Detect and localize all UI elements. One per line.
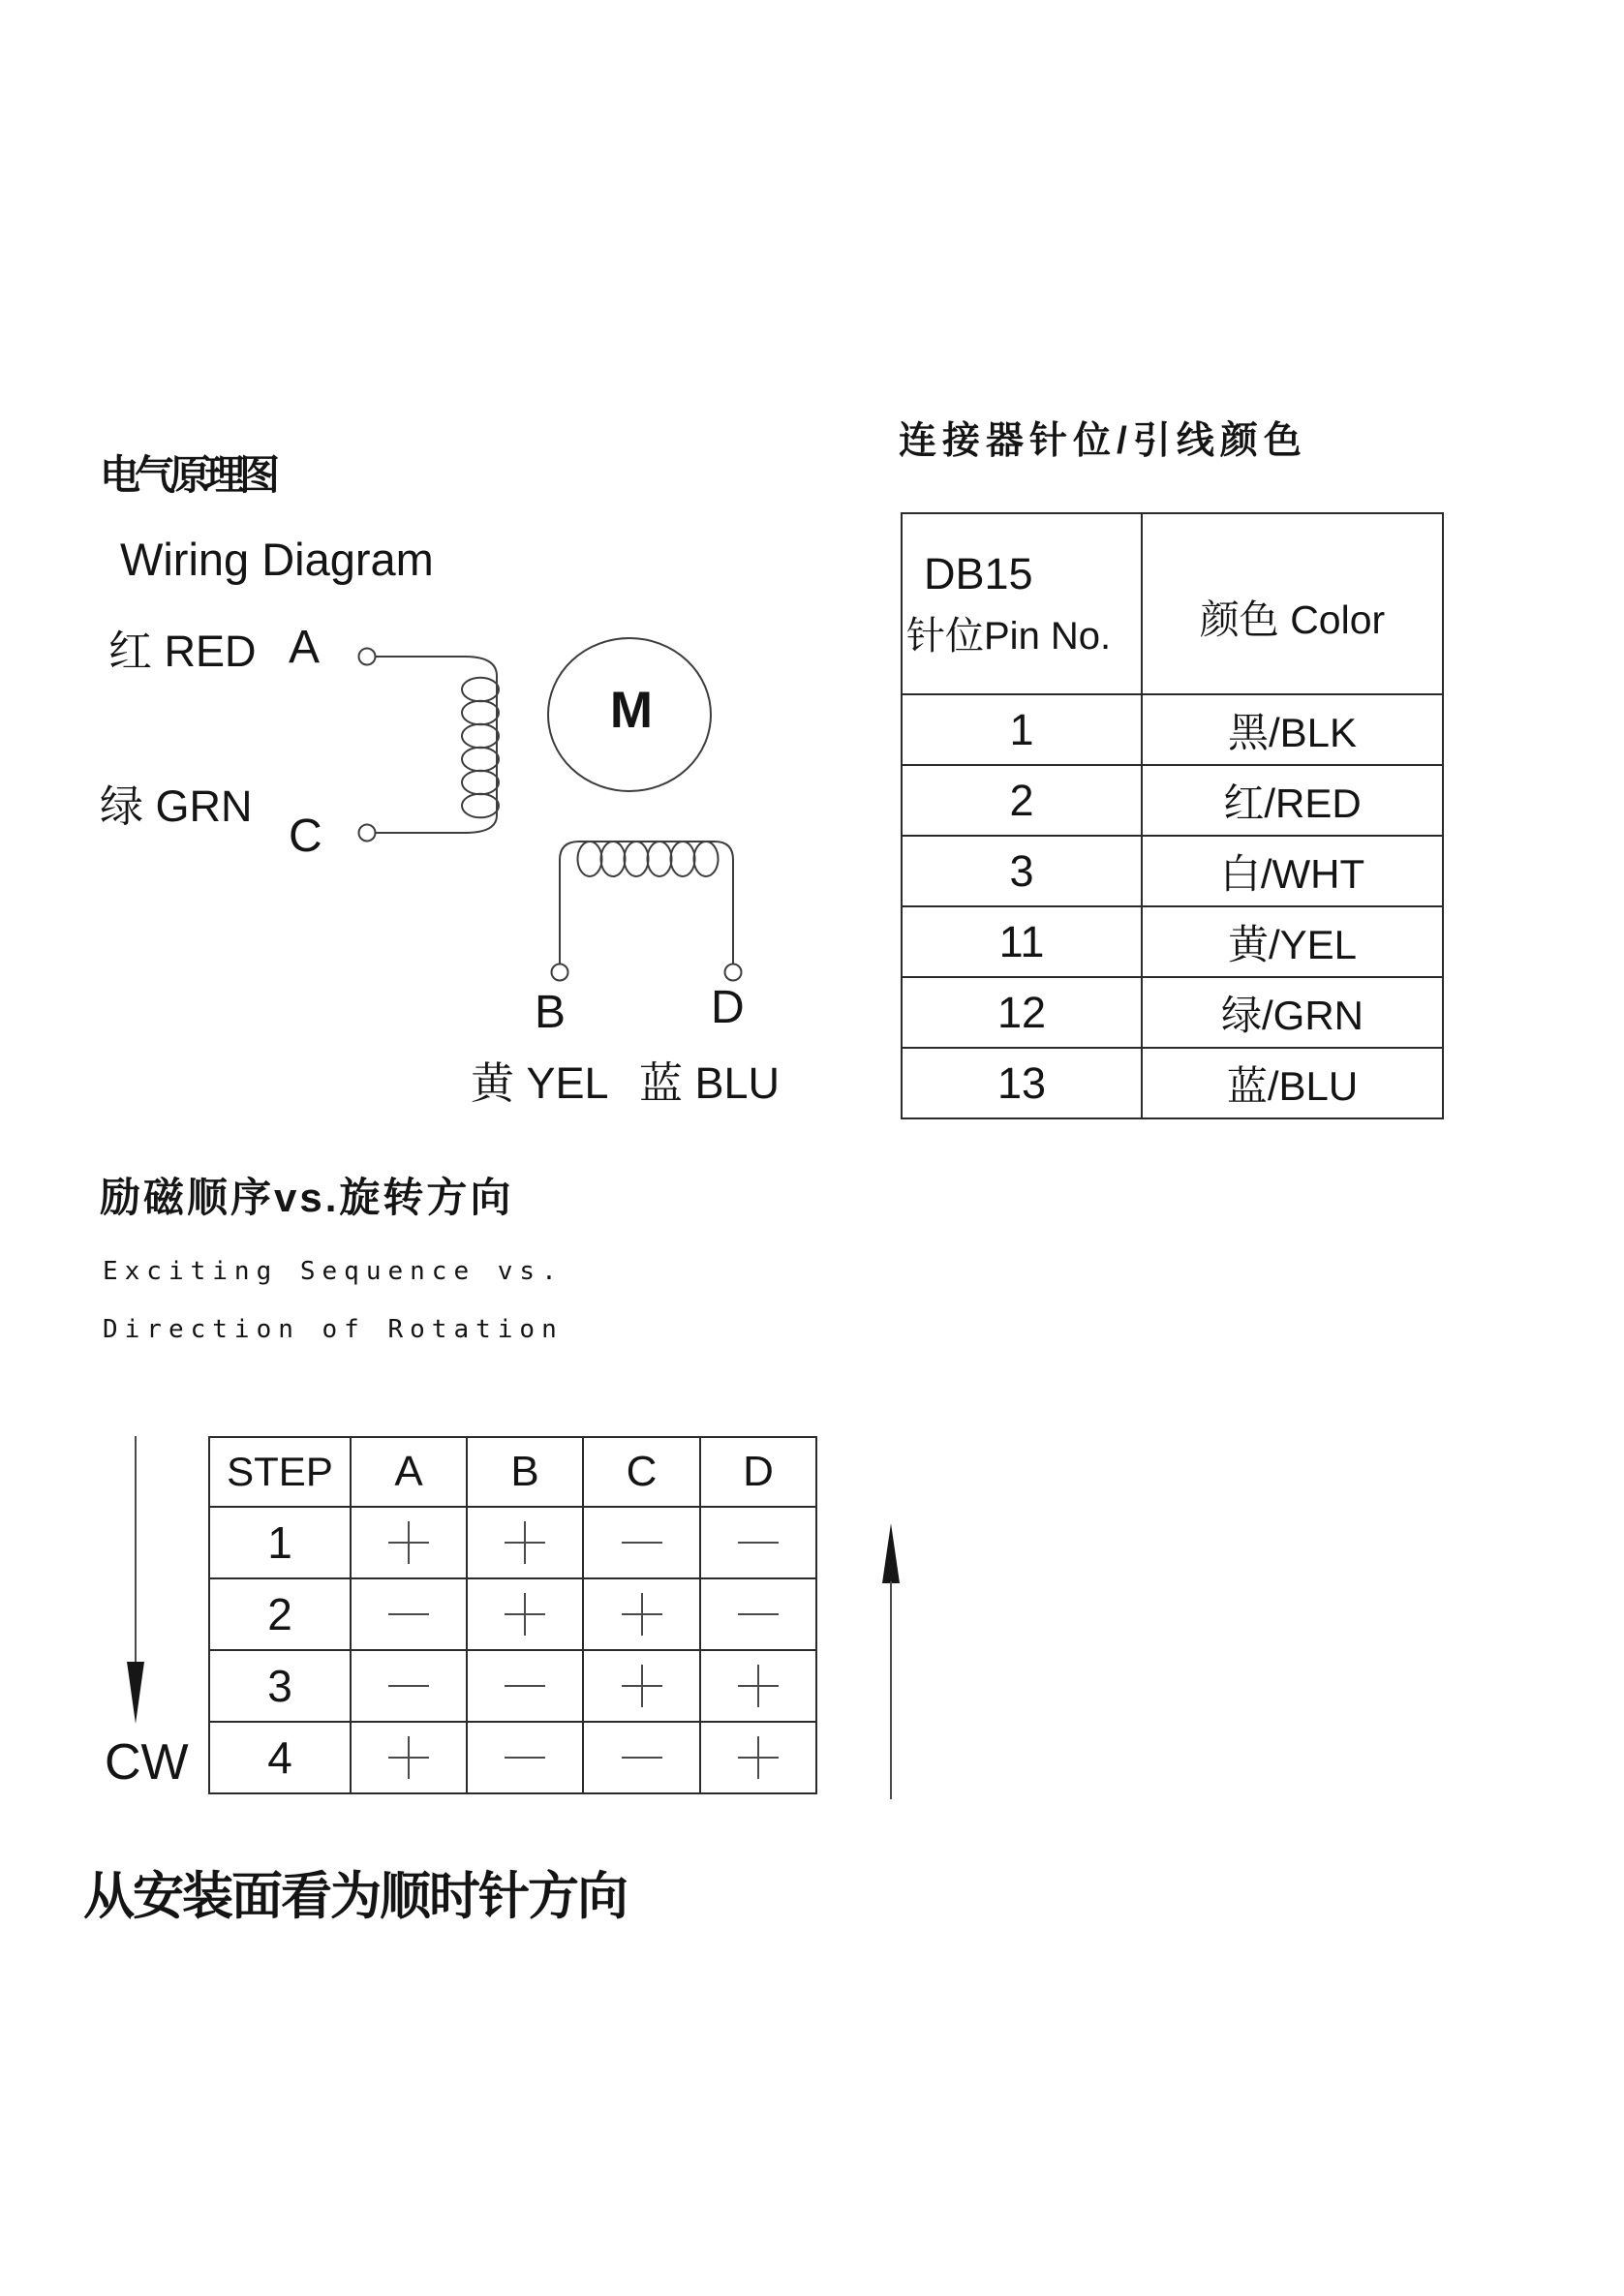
up-arrow-line [890, 1581, 892, 1799]
pin-number: 1 [902, 694, 1142, 765]
terminal-c-circle [359, 825, 376, 842]
pin-table-header-row [902, 513, 1443, 694]
pin-table-row [902, 836, 1443, 906]
pin-color: 红/RED [1142, 765, 1443, 836]
coil-ac-loop [462, 748, 499, 772]
coil-bd-loop [578, 842, 602, 876]
pin-color: 黄/YEL [1142, 906, 1443, 977]
phase-a-color-label: 红 RED [108, 627, 257, 676]
phase-c-color-label: 绿 GRN [100, 781, 253, 831]
sequence-title-zh: 励磁顺序vs.旋转方向 [100, 1175, 514, 1220]
phase-d-color-label: 蓝 BLU [639, 1058, 781, 1108]
pin-number: 3 [902, 836, 1142, 906]
terminal-d-label: D [711, 982, 745, 1033]
wiring-title-zh: 电气原理图 [100, 452, 275, 498]
polarity-cell [700, 1650, 816, 1722]
terminal-c-label: C [289, 811, 322, 862]
phase-b-color-label: 黄 YEL [471, 1058, 609, 1108]
coil-ac-loop [462, 724, 499, 749]
pin-number: 13 [902, 1048, 1142, 1118]
polarity-cell [583, 1507, 700, 1578]
polarity-cell [467, 1722, 583, 1793]
sequence-title-en-line1: Exciting Sequence vs. [103, 1257, 564, 1286]
pin-table-row [902, 765, 1443, 836]
up-arrow-head-icon [882, 1523, 900, 1583]
coil-ac-wire [376, 657, 497, 833]
terminal-a-label: A [289, 622, 321, 673]
polarity-cell [467, 1650, 583, 1722]
cw-arrow-line [135, 1436, 137, 1664]
step-table-row [209, 1722, 816, 1793]
pin-number: 12 [902, 977, 1142, 1048]
step-number: 3 [209, 1650, 351, 1722]
footer-note: 从安装面看为顺时针方向 [83, 1868, 627, 1925]
pin-number: 2 [902, 765, 1142, 836]
color-header-label: 颜色 Color [1142, 513, 1443, 694]
step-table-row [209, 1650, 816, 1722]
polarity-cell [583, 1722, 700, 1793]
pin-color: 绿/GRN [1142, 977, 1443, 1048]
pin-table-row [902, 906, 1443, 977]
pin-table [901, 512, 1444, 1119]
polarity-cell [467, 1507, 583, 1578]
polarity-cell [351, 1578, 467, 1650]
connector-type-label: DB15 [924, 549, 1033, 598]
polarity-cell [467, 1578, 583, 1650]
polarity-cell [351, 1722, 467, 1793]
phase-header: B [467, 1437, 583, 1507]
phase-header: A [351, 1437, 467, 1507]
pin-table-row [902, 694, 1443, 765]
coil-bd-loop [648, 842, 672, 876]
coil-bd-loop [671, 842, 695, 876]
polarity-cell [583, 1650, 700, 1722]
polarity-cell [583, 1578, 700, 1650]
pin-table-title: 连接器针位/引线颜色 [899, 420, 1307, 462]
motor-label: M [609, 682, 654, 739]
step-number: 2 [209, 1578, 351, 1650]
coil-bd-loop [694, 842, 719, 876]
step-table-row [209, 1507, 816, 1578]
pin-table-row [902, 1048, 1443, 1118]
pin-color: 蓝/BLU [1142, 1048, 1443, 1118]
pin-number: 11 [902, 906, 1142, 977]
pin-table-header-pin [902, 513, 1142, 694]
phase-header: C [583, 1437, 700, 1507]
wiring-title-en: Wiring Diagram [120, 534, 434, 585]
coil-ac-loop [462, 701, 499, 725]
coil-ac-loop [462, 771, 499, 795]
polarity-cell [351, 1507, 467, 1578]
step-number: 4 [209, 1722, 351, 1793]
terminal-a-circle [359, 649, 376, 665]
pin-no-header-label: 针位Pin No. [906, 615, 1112, 658]
coil-bd-loop [601, 842, 626, 876]
pin-color: 白/WHT [1142, 836, 1443, 906]
coil-bd-wire [560, 842, 733, 964]
polarity-cell [700, 1578, 816, 1650]
coil-bd-loop [625, 842, 649, 876]
step-table [208, 1436, 817, 1794]
step-header: STEP [209, 1437, 351, 1507]
polarity-cell [700, 1722, 816, 1793]
coil-ac-loop [462, 794, 499, 818]
cw-label: CW [105, 1734, 189, 1791]
terminal-d-circle [725, 964, 742, 981]
step-table-row [209, 1578, 816, 1650]
sequence-title-en-line2: Direction of Rotation [103, 1315, 564, 1344]
phase-header: D [700, 1437, 816, 1507]
coil-ac-loop [462, 678, 499, 702]
polarity-cell [700, 1507, 816, 1578]
terminal-b-label: B [535, 987, 567, 1038]
cw-arrow-down-head-icon [127, 1662, 144, 1724]
pin-color: 黑/BLK [1142, 694, 1443, 765]
step-table-header-row [209, 1437, 816, 1507]
step-number: 1 [209, 1507, 351, 1578]
terminal-b-circle [552, 964, 568, 981]
polarity-cell [351, 1650, 467, 1722]
pin-table-row [902, 977, 1443, 1048]
